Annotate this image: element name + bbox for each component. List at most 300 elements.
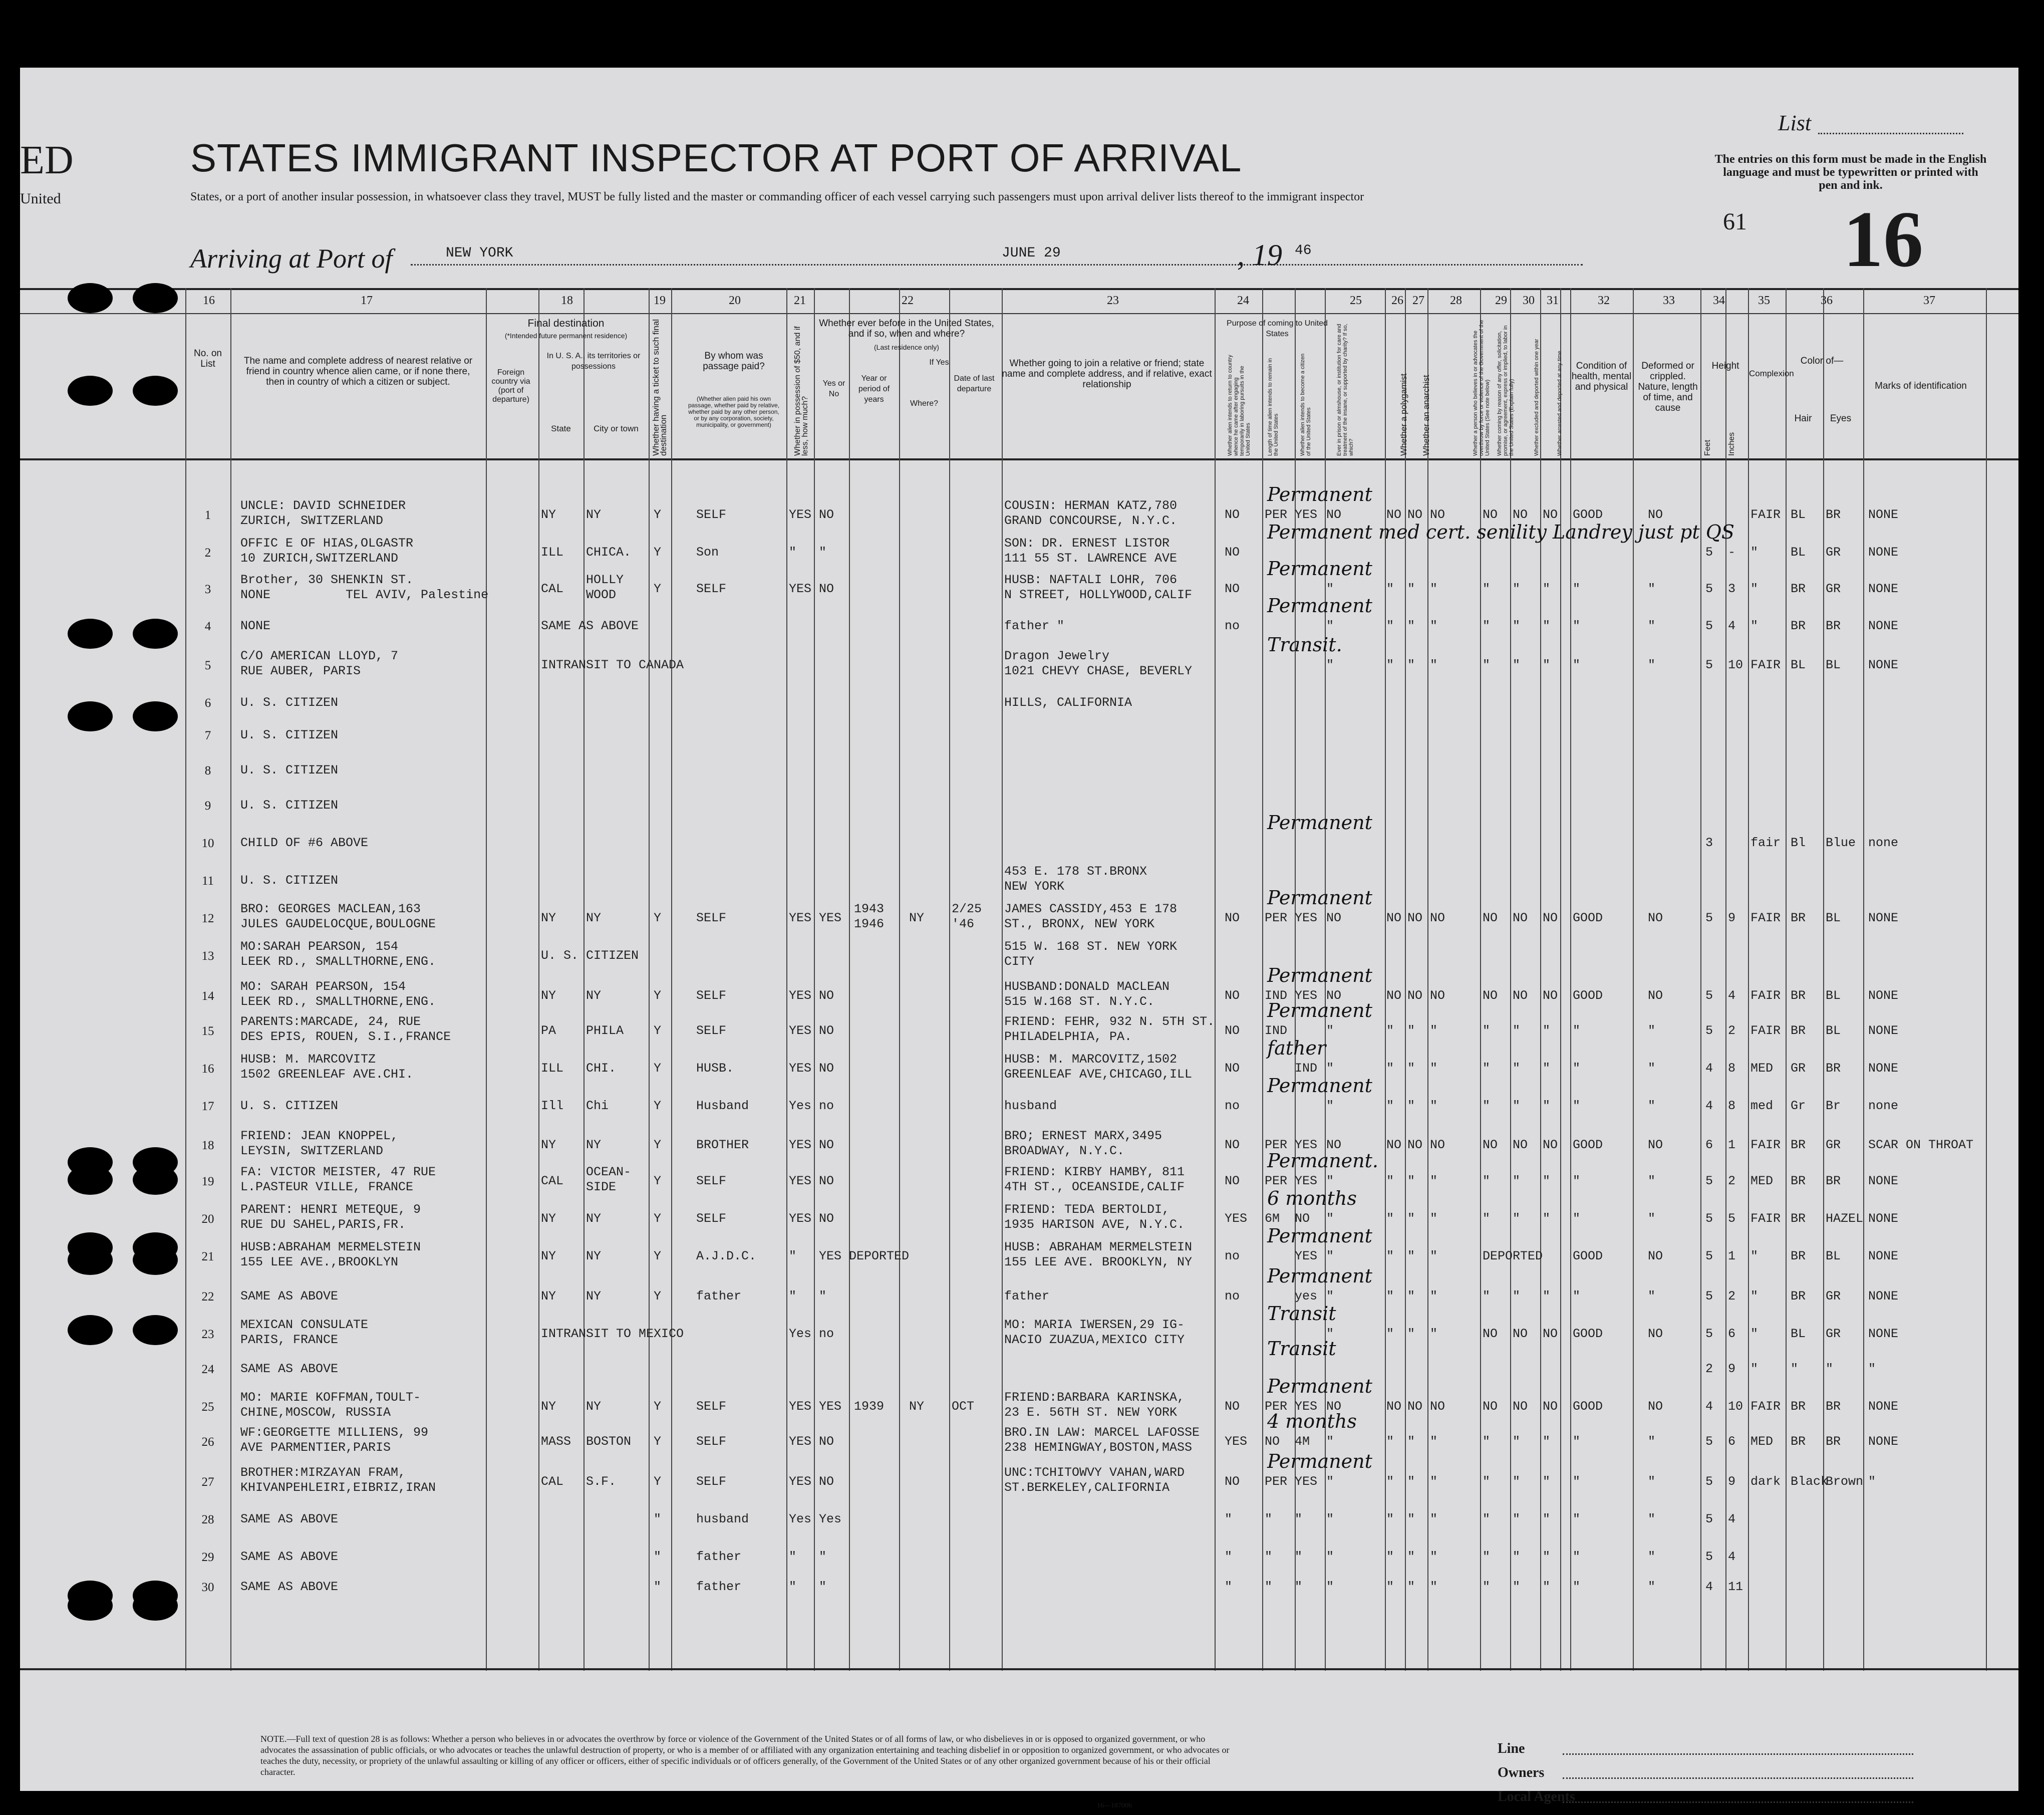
column-number: 22: [902, 294, 914, 307]
deported-cell: ": [1543, 1549, 1551, 1564]
relative-cell: U. S. CITIZEN: [240, 695, 339, 710]
header-relative: The name and complete address of nearest relative or friend in country whence alien came, or if none there, then in country of which a citizen or subject.: [243, 356, 473, 387]
line-label: Line: [1498, 1741, 1525, 1756]
overthrow-cell: ": [1430, 619, 1438, 633]
column-number: 34: [1713, 294, 1725, 307]
height-feet-cell: 2: [1705, 1362, 1713, 1376]
deformed-cell: ": [1648, 1289, 1656, 1304]
polygamist-cell: ": [1386, 1174, 1394, 1188]
money-cell: YES: [789, 1474, 812, 1489]
deported-cell: NO: [1543, 507, 1558, 522]
punch-hole: [68, 1591, 113, 1621]
table-row: [20, 1410, 2018, 1460]
table-row: [20, 1037, 2018, 1087]
purpose-return-cell: no: [1225, 1249, 1240, 1263]
year-value: 46: [1295, 243, 1312, 258]
polygamist-cell: ": [1386, 1434, 1394, 1449]
anarchist-cell: NO: [1407, 988, 1423, 1003]
complexion-cell: dark: [1750, 1474, 1781, 1489]
health-cell: GOOD: [1573, 1138, 1603, 1152]
deported-cell: ": [1543, 1174, 1551, 1188]
health-cell: ": [1573, 582, 1581, 596]
money-cell: YES: [789, 582, 812, 596]
overthrow-cell: ": [1430, 1434, 1438, 1449]
instructions-note: The entries on this form must be made in the English language and must be typewritten or printed with pen and ink.: [1714, 153, 1987, 192]
purpose-length-cell: PER: [1265, 507, 1288, 522]
join-relative-cell: HILLS, CALIFORNIA: [1004, 695, 1132, 710]
table-row: [20, 686, 2018, 721]
ticket-cell: Y: [654, 1174, 662, 1188]
deported-cell: ": [1543, 1061, 1551, 1076]
header-join-relative: Whether going to join a relative or friend; state name and complete address, and if relative, exact relationship: [1002, 358, 1212, 390]
excluded-cell: ": [1513, 1061, 1521, 1076]
prison-cell: ": [1326, 1174, 1334, 1188]
city-cell: NY: [586, 1289, 602, 1304]
excluded-cell: ": [1513, 1099, 1521, 1113]
polygamist-cell: NO: [1386, 1399, 1402, 1414]
labor-offer-cell: ": [1483, 1434, 1491, 1449]
last-departure-cell: OCT: [952, 1399, 975, 1414]
header-purpose-return: Whether alien intends to return to country whence he came after engaging temporarily in laboring pursuits in the United States: [1227, 355, 1251, 456]
height-inches-cell: 4: [1728, 1512, 1736, 1526]
anarchist-cell: NO: [1407, 507, 1423, 522]
height-feet-cell: 4: [1705, 1061, 1713, 1076]
row-number: 29: [201, 1550, 214, 1564]
row-number: 16: [201, 1062, 214, 1076]
row-number: 25: [201, 1400, 214, 1414]
anarchist-cell: ": [1407, 582, 1415, 596]
column-number: 24: [1237, 294, 1249, 307]
prison-cell: ": [1326, 1023, 1334, 1038]
header-bottom-rule: [20, 458, 2018, 460]
deformed-cell: ": [1648, 1211, 1656, 1226]
city-cell: NY: [586, 507, 602, 522]
table-row: [20, 558, 2018, 608]
handwritten-annotation: Permanent: [1267, 1450, 1372, 1472]
hair-cell: Bl: [1791, 836, 1806, 850]
complexion-cell: MED: [1750, 1061, 1774, 1076]
relative-cell: WF:GEORGETTE MILLIENS, 99 AVE PARMENTIER,PARIS: [240, 1425, 429, 1455]
excluded-cell: ": [1513, 1174, 1521, 1188]
hair-cell: BR: [1791, 582, 1806, 596]
deformed-cell: ": [1648, 619, 1656, 633]
money-cell: ": [789, 1289, 797, 1304]
height-inches-cell: 3: [1728, 582, 1736, 596]
column-number: 20: [729, 294, 741, 307]
state-cell: NY: [541, 1399, 556, 1414]
height-inches-cell: 8: [1728, 1099, 1736, 1113]
prison-cell: ": [1326, 1474, 1334, 1489]
handwritten-annotation: father: [1267, 1037, 1326, 1059]
header-before-us: Whether ever before in the United States, and if so, when and where?: [819, 318, 994, 339]
height-inches-cell: 2: [1728, 1289, 1736, 1304]
passage-paid-cell: BROTHER: [696, 1138, 749, 1152]
column-number: 37: [1923, 294, 1935, 307]
join-relative-cell: HUSBAND:DONALD MACLEAN 515 W.168 ST. N.Y.C.: [1004, 979, 1170, 1009]
eyes-cell: GR: [1826, 545, 1841, 560]
marks-cell: NONE: [1868, 1061, 1899, 1076]
city-cell: CHI.: [586, 1061, 617, 1076]
header-number-rule: [20, 313, 2018, 314]
health-cell: ": [1573, 1474, 1581, 1489]
city-cell: NY: [586, 1249, 602, 1263]
left-margin-title: ED: [20, 138, 74, 182]
height-inches-cell: 11: [1728, 1580, 1743, 1594]
anarchist-cell: ": [1407, 1289, 1415, 1304]
state-cell: U. S. CITIZEN: [541, 948, 639, 963]
complexion-cell: ": [1750, 1327, 1759, 1341]
state-cell: Ill: [541, 1099, 564, 1113]
column-number: 29: [1495, 294, 1507, 307]
table-row: [20, 999, 2018, 1050]
polygamist-cell: ": [1386, 1023, 1394, 1038]
column-number: 19: [654, 294, 666, 307]
height-inches-cell: 9: [1728, 1362, 1736, 1376]
row-number: 6: [204, 696, 211, 710]
header-health: Condition of health, mental and physical: [1571, 361, 1632, 392]
table-row: [20, 754, 2018, 789]
state-cell: ILL: [541, 1061, 564, 1076]
deported-cell: NO: [1543, 911, 1558, 925]
relative-cell: MEXICAN CONSULATE PARIS, FRANCE: [240, 1318, 369, 1347]
labor-offer-cell: NO: [1483, 1138, 1498, 1152]
marks-cell: NONE: [1868, 1211, 1899, 1226]
labor-offer-cell: NO: [1483, 507, 1498, 522]
relative-cell: HUSB: M. MARCOVITZ 1502 GREENLEAF AVE.CHI.: [240, 1052, 414, 1082]
labor-offer-cell: ": [1483, 1211, 1491, 1226]
row-number: 11: [201, 874, 214, 888]
purpose-return-cell: NO: [1225, 545, 1240, 560]
marks-cell: NONE: [1868, 507, 1899, 522]
page-subtitle: States, or a port of another insular possession, in whatsoever class they travel, MUST be fully listed and the master or commanding officer of each vessel carrying such passengers must upon arrival deliver lists thereof to the immigrant inspector: [190, 190, 1364, 203]
table-row: [20, 595, 2018, 645]
purpose-return-cell: ": [1225, 1580, 1233, 1594]
join-relative-cell: FRIEND: TEDA BERTOLDI, 1935 HARISON AVE, N.Y.C.: [1004, 1202, 1185, 1232]
row-number: 3: [204, 583, 211, 596]
excluded-cell: ": [1513, 1474, 1521, 1489]
deported-cell: ": [1543, 1512, 1551, 1526]
before-us-cell: NO: [819, 1138, 834, 1152]
join-relative-cell: UNC:TCHITOWVY VAHAN,WARD ST.BERKELEY,CALIFORNIA: [1004, 1465, 1185, 1495]
row-number: 28: [201, 1513, 214, 1526]
overthrow-cell: ": [1430, 1327, 1438, 1341]
marks-cell: NONE: [1868, 1174, 1899, 1188]
polygamist-cell: NO: [1386, 988, 1402, 1003]
relative-cell: U. S. CITIZEN: [240, 873, 339, 888]
header-excluded: Whether excluded and deported within one year: [1534, 339, 1540, 456]
state-cell: CAL: [541, 1474, 564, 1489]
marks-cell: NONE: [1868, 1289, 1899, 1304]
city-cell: NY: [586, 988, 602, 1003]
relative-cell: HUSB:ABRAHAM MERMELSTEIN 155 LEE AVE.,BROOKLYN: [240, 1240, 421, 1269]
marks-cell: NONE: [1868, 1399, 1899, 1414]
relative-cell: NONE: [240, 619, 271, 633]
purpose-length-cell: IND: [1265, 1023, 1288, 1038]
handwritten-annotation: Permanent: [1267, 1075, 1372, 1097]
complexion-cell: MED: [1750, 1174, 1774, 1188]
before-year-cell: 1939: [854, 1399, 885, 1414]
height-feet-cell: 5: [1705, 1023, 1713, 1038]
relative-cell: PARENTS:MARCADE, 24, RUE DES EPIS, ROUEN, S.I.,FRANCE: [240, 1014, 451, 1044]
city-cell: Chi: [586, 1099, 609, 1113]
anarchist-cell: ": [1407, 1211, 1415, 1226]
purpose-return-cell: YES: [1225, 1211, 1248, 1226]
hair-cell: GR: [1791, 1061, 1806, 1076]
deformed-cell: ": [1648, 1099, 1656, 1113]
header-money: Whether in possession of $50, and if less, how much?: [793, 326, 809, 456]
before-us-cell: YES: [819, 1399, 842, 1414]
before-us-cell: NO: [819, 1474, 834, 1489]
height-inches-cell: 5: [1728, 1211, 1736, 1226]
height-feet-cell: 6: [1705, 1138, 1713, 1152]
prison-cell: NO: [1326, 507, 1342, 522]
height-feet-cell: 5: [1705, 1549, 1713, 1564]
table-row: [20, 812, 2018, 862]
relative-cell: BROTHER:MIRZAYAN FRAM, KHIVANPEHLEIRI,EIBRIZ,IRAN: [240, 1465, 436, 1495]
before-us-cell: YES: [819, 911, 842, 925]
passage-paid-cell: husband: [696, 1512, 749, 1526]
hair-cell: BR: [1791, 1138, 1806, 1152]
complexion-cell: FAIR: [1750, 1023, 1781, 1038]
join-relative-cell: COUSIN: HERMAN KATZ,780 GRAND CONCOURSE, N.Y.C.: [1004, 498, 1178, 528]
ticket-cell: ": [654, 1549, 662, 1564]
marks-cell: NONE: [1868, 1023, 1899, 1038]
handwritten-annotation: Permanent: [1267, 1375, 1372, 1397]
purpose-return-cell: NO: [1225, 988, 1240, 1003]
state-cell: NY: [541, 1211, 556, 1226]
marks-cell: SCAR ON THROAT: [1868, 1138, 1974, 1152]
before-us-cell: ": [819, 1549, 827, 1564]
anarchist-cell: ": [1407, 658, 1415, 672]
marks-cell: NONE: [1868, 988, 1899, 1003]
height-feet-cell: 5: [1705, 582, 1713, 596]
excluded-cell: ": [1513, 1211, 1521, 1226]
eyes-cell: BL: [1826, 1249, 1841, 1263]
polygamist-cell: ": [1386, 619, 1394, 633]
city-cell: CHICA.: [586, 545, 632, 560]
prison-cell: ": [1326, 1549, 1334, 1564]
relative-cell: SAME AS ABOVE: [240, 1512, 339, 1526]
form-code: 16—18700b: [1097, 1802, 1132, 1809]
health-cell: ": [1573, 1434, 1581, 1449]
purpose-citizen-cell: yes: [1295, 1289, 1318, 1304]
eyes-cell: GR: [1826, 1289, 1841, 1304]
height-inches-cell: 1: [1728, 1249, 1736, 1263]
purpose-citizen-cell: YES: [1295, 1474, 1318, 1489]
excluded-cell: NO: [1513, 1399, 1528, 1414]
passage-paid-cell: SELF: [696, 1434, 727, 1449]
before-us-cell: no: [819, 1099, 834, 1113]
excluded-cell: ": [1513, 619, 1521, 633]
polygamist-cell: ": [1386, 1580, 1394, 1594]
purpose-length-cell: PER: [1265, 1399, 1288, 1414]
health-cell: ": [1573, 1061, 1581, 1076]
punch-hole: [68, 376, 113, 406]
header-where: Where?: [910, 399, 939, 408]
height-feet-cell: 4: [1705, 1399, 1713, 1414]
column-number: 31: [1547, 294, 1559, 307]
passage-paid-cell: father: [696, 1549, 742, 1564]
prison-cell: ": [1326, 619, 1334, 633]
money-cell: ": [789, 545, 797, 560]
join-relative-cell: MO: MARIA IWERSEN,29 IG- NACIO ZUAZUA,MEXICO CITY: [1004, 1318, 1185, 1347]
height-inches-cell: 1: [1728, 1138, 1736, 1152]
deported-cell: NO: [1543, 1327, 1558, 1341]
height-inches-cell: -: [1728, 545, 1736, 560]
header-if-yes: If Yes: [929, 358, 949, 367]
marks-cell: NONE: [1868, 1249, 1899, 1263]
anarchist-cell: NO: [1407, 1399, 1423, 1414]
hair-cell: BL: [1791, 1327, 1806, 1341]
table-row: [20, 939, 2018, 974]
eyes-cell: BL: [1826, 911, 1841, 925]
table-row: [20, 887, 2018, 937]
header-top-rule: [20, 288, 2018, 290]
labor-offer-cell: ": [1483, 1289, 1491, 1304]
relative-cell: FRIEND: JEAN KNOPPEL, LEYSIN, SWITZERLAND: [240, 1129, 399, 1158]
handwritten-annotation: Permanent: [1267, 1265, 1372, 1287]
polygamist-cell: ": [1386, 1061, 1394, 1076]
before-where-cell: NY: [909, 1399, 925, 1414]
before-us-cell: ": [819, 1580, 827, 1594]
health-cell: ": [1573, 1289, 1581, 1304]
labor-offer-cell: NO: [1483, 1399, 1498, 1414]
ticket-cell: Y: [654, 1434, 662, 1449]
arriving-line: [411, 264, 1583, 266]
table-row: [20, 864, 2018, 899]
header-city: City or town: [594, 424, 639, 433]
polygamist-cell: ": [1386, 658, 1394, 672]
column-number: 23: [1107, 294, 1119, 307]
complexion-cell: FAIR: [1750, 1138, 1781, 1152]
marks-cell: ": [1868, 1362, 1876, 1376]
row-number: 4: [204, 620, 211, 633]
header-color: Color of—: [1800, 356, 1844, 366]
header-foreign-country: Foreign country via (port of departure): [491, 368, 530, 404]
header-eyes: Eyes: [1830, 413, 1852, 424]
page-number: 16: [1843, 194, 1923, 284]
complexion-cell: ": [1750, 582, 1759, 596]
state-cell: ILL: [541, 545, 564, 560]
deformed-cell: ": [1648, 658, 1656, 672]
state-cell: CAL: [541, 582, 564, 596]
deported-cell: ": [1543, 1099, 1551, 1113]
height-feet-cell: 3: [1705, 836, 1713, 850]
prison-cell: ": [1326, 1434, 1334, 1449]
row-number: 27: [201, 1475, 214, 1489]
deformed-cell: ": [1648, 1434, 1656, 1449]
purpose-return-cell: NO: [1225, 1399, 1240, 1414]
handwritten-annotation: Transit.: [1267, 634, 1342, 656]
deported-cell: ": [1543, 658, 1551, 672]
punch-hole: [68, 1165, 113, 1195]
marks-cell: ": [1868, 1474, 1876, 1489]
passage-paid-cell: SELF: [696, 1399, 727, 1414]
header-feet: Feet: [1703, 439, 1712, 456]
health-cell: ": [1573, 619, 1581, 633]
state-cell: PA: [541, 1023, 556, 1038]
height-inches-cell: 6: [1728, 1327, 1736, 1341]
polygamist-cell: ": [1386, 1099, 1394, 1113]
join-relative-cell: father: [1004, 1289, 1050, 1304]
overthrow-cell: NO: [1430, 911, 1445, 925]
ticket-cell: ": [654, 1580, 662, 1594]
excluded-cell: NO: [1513, 1138, 1528, 1152]
ticket-cell: Y: [654, 1099, 662, 1113]
deported-cell: ": [1543, 1211, 1551, 1226]
handwritten-annotation: Permanent: [1267, 483, 1372, 505]
overthrow-cell: ": [1430, 1289, 1438, 1304]
ticket-cell: Y: [654, 1289, 662, 1304]
anarchist-cell: ": [1407, 619, 1415, 633]
list-label: List: [1778, 111, 1812, 135]
excluded-cell: NO: [1513, 1327, 1528, 1341]
height-feet-cell: 5: [1705, 1211, 1713, 1226]
header-purpose-length: Length of time alien intends to remain in the United States: [1267, 358, 1279, 456]
table-row: [20, 964, 2018, 1014]
header-passage-paid-note: (Whether alien paid his own passage, whether paid by relative, whether paid by any other person, or by any corporation, society, municipality, or government): [688, 395, 780, 428]
relative-cell: UNCLE: DAVID SCHNEIDER ZURICH, SWITZERLAND: [240, 498, 406, 528]
purpose-return-cell: NO: [1225, 1023, 1240, 1038]
purpose-length-cell: ": [1265, 1549, 1273, 1564]
overthrow-cell: ": [1430, 1474, 1438, 1489]
hair-cell: BL: [1791, 658, 1806, 672]
height-feet-cell: 4: [1705, 1580, 1713, 1594]
height-inches-cell: 10: [1728, 658, 1743, 672]
anarchist-cell: ": [1407, 1249, 1415, 1263]
money-cell: YES: [789, 1211, 812, 1226]
column-number: 17: [361, 294, 373, 307]
city-cell: OCEAN- SIDE: [586, 1165, 632, 1194]
header-no-on-list: No. on List: [194, 348, 222, 369]
health-cell: ": [1573, 1099, 1581, 1113]
relative-cell: U. S. CITIZEN: [240, 1099, 339, 1113]
prison-cell: ": [1326, 1061, 1334, 1076]
purpose-return-cell: NO: [1225, 1061, 1240, 1076]
excluded-cell: NO: [1513, 988, 1528, 1003]
purpose-return-cell: no: [1225, 1099, 1240, 1113]
join-relative-cell: SON: DR. ERNEST LISTOR 111 55 ST. LAWRENCE AVE: [1004, 536, 1178, 566]
excluded-cell: ": [1513, 1580, 1521, 1594]
relative-cell: SAME AS ABOVE: [240, 1362, 339, 1376]
health-cell: GOOD: [1573, 1399, 1603, 1414]
polygamist-cell: ": [1386, 1512, 1394, 1526]
table-bottom-rule: [20, 1668, 2018, 1670]
handwritten-annotation: Permanent: [1267, 1225, 1372, 1247]
relative-cell: BRO: GEORGES MACLEAN,163 JULES GAUDELOCQUE,BOULOGNE: [240, 902, 436, 931]
prison-cell: ": [1326, 1249, 1334, 1263]
passage-paid-cell: father: [696, 1289, 742, 1304]
punch-hole: [133, 1245, 178, 1275]
prison-cell: ": [1326, 1512, 1334, 1526]
purpose-return-cell: NO: [1225, 1138, 1240, 1152]
column-number: 36: [1821, 294, 1833, 307]
city-cell: PHILA: [586, 1023, 624, 1038]
height-inches-cell: 2: [1728, 1174, 1736, 1188]
anarchist-cell: NO: [1407, 911, 1423, 925]
deformed-cell: ": [1648, 1580, 1656, 1594]
table-row: [20, 1303, 2018, 1353]
health-cell: ": [1573, 658, 1581, 672]
header-purpose: Purpose of coming to United States: [1227, 319, 1328, 338]
last-departure-cell: 2/25 '46: [952, 902, 982, 931]
punch-hole: [133, 619, 178, 649]
column-number: 16: [203, 294, 215, 307]
complexion-cell: ": [1750, 1289, 1759, 1304]
purpose-return-cell: YES: [1225, 1434, 1248, 1449]
header-overthrow: Whether a person who believes in or advocates the overthrow by force or violence of the Government of the United States (See note below): [1473, 320, 1491, 456]
eyes-cell: BL: [1826, 658, 1841, 672]
